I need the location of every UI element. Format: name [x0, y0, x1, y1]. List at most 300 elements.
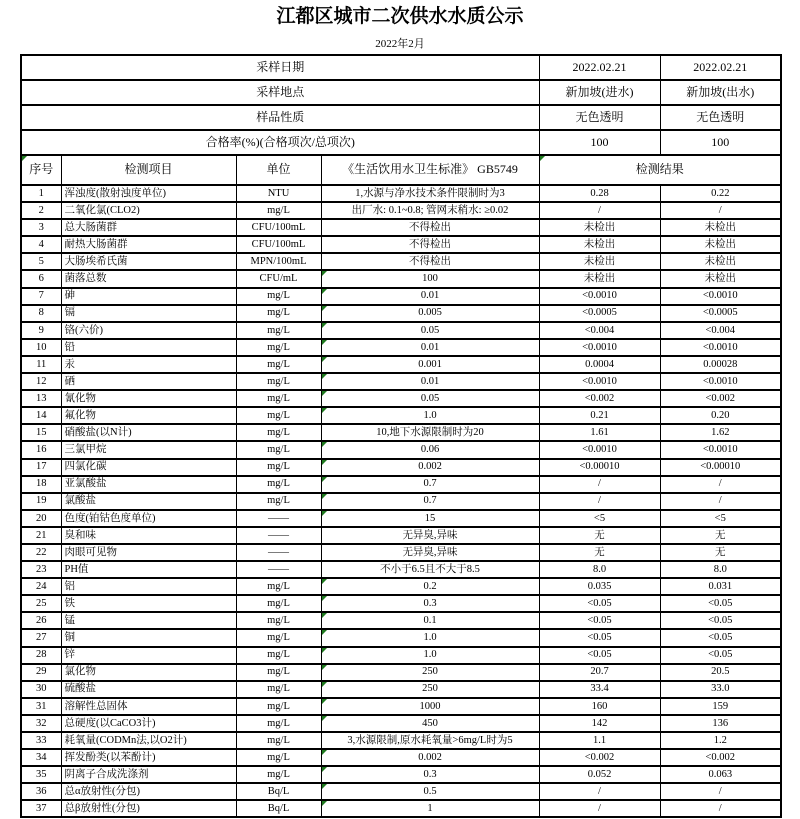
row-item-cell: 总β放射性(分包)	[61, 800, 236, 817]
info-row-value-2: 100	[660, 130, 781, 155]
row-no-cell: 13	[21, 390, 61, 407]
row-result2-cell: /	[660, 202, 781, 219]
info-row-value-1: 无色透明	[539, 105, 660, 130]
row-result1-cell: 0.035	[539, 578, 660, 595]
table-row	[21, 373, 781, 390]
row-no-cell: 22	[21, 544, 61, 561]
error-indicator-icon	[322, 630, 327, 635]
row-result1-cell: 未检出	[539, 236, 660, 253]
row-no-cell: 10	[21, 339, 61, 356]
row-result2-cell: <0.05	[660, 629, 781, 646]
row-item-cell: 汞	[61, 356, 236, 373]
row-no-cell: 3	[21, 219, 61, 236]
row-item-cell: 肉眼可见物	[61, 544, 236, 561]
row-result1-cell: /	[539, 202, 660, 219]
table-row	[21, 441, 781, 458]
table-row	[21, 595, 781, 612]
row-no-cell: 28	[21, 647, 61, 664]
error-indicator-icon	[22, 156, 27, 161]
row-no-cell: 35	[21, 766, 61, 783]
row-standard-cell: 0.7	[321, 476, 539, 493]
row-standard-cell: 0.2	[321, 578, 539, 595]
table-row	[21, 219, 781, 236]
table-row	[21, 236, 781, 253]
error-indicator-icon	[322, 340, 327, 345]
row-result2-cell: 20.5	[660, 664, 781, 681]
row-result2-cell: 0.22	[660, 185, 781, 202]
row-standard-cell: 0.3	[321, 595, 539, 612]
row-result1-cell: <0.0010	[539, 288, 660, 305]
row-result1-cell: <0.05	[539, 595, 660, 612]
row-standard-cell: 0.1	[321, 612, 539, 629]
row-item-cell: 耐热大肠菌群	[61, 236, 236, 253]
error-indicator-icon	[322, 716, 327, 721]
row-result1-cell: 0.052	[539, 766, 660, 783]
row-unit-cell: mg/L	[236, 647, 321, 664]
row-no-cell: 27	[21, 629, 61, 646]
table-row	[21, 424, 781, 441]
col-header-no	[21, 155, 61, 185]
row-unit-cell: NTU	[236, 185, 321, 202]
row-no-cell: 17	[21, 459, 61, 476]
row-item-cell: 铬(六价)	[61, 322, 236, 339]
row-standard-cell: 不小于6.5且不大于8.5	[321, 561, 539, 578]
row-unit-cell: mg/L	[236, 698, 321, 715]
row-standard-cell: 0.3	[321, 766, 539, 783]
row-standard-cell: 3,水源限制,原水耗氧量>6mg/L时为5	[321, 732, 539, 749]
table-row	[21, 339, 781, 356]
row-item-cell: 铜	[61, 629, 236, 646]
row-unit-cell: Bq/L	[236, 800, 321, 817]
row-item-cell: 挥发酚类(以苯酚计)	[61, 749, 236, 766]
row-no-cell: 6	[21, 270, 61, 287]
error-indicator-icon	[322, 391, 327, 396]
row-result2-cell: <0.05	[660, 647, 781, 664]
error-indicator-icon	[322, 613, 327, 618]
row-result1-cell: /	[539, 493, 660, 510]
row-unit-cell: mg/L	[236, 595, 321, 612]
table-row	[21, 698, 781, 715]
table-row	[21, 202, 781, 219]
row-item-cell: 总大肠菌群	[61, 219, 236, 236]
row-item-cell: 臭和味	[61, 527, 236, 544]
info-row-label: 采样地点	[21, 80, 539, 105]
row-unit-cell: mg/L	[236, 732, 321, 749]
row-standard-cell: 100	[321, 270, 539, 287]
row-no-cell: 12	[21, 373, 61, 390]
row-unit-cell: mg/L	[236, 766, 321, 783]
table-row	[21, 390, 781, 407]
row-result2-cell: <0.05	[660, 612, 781, 629]
row-item-cell: 菌落总数	[61, 270, 236, 287]
table-row	[21, 510, 781, 527]
row-no-cell: 23	[21, 561, 61, 578]
row-no-cell: 20	[21, 510, 61, 527]
row-result2-cell: /	[660, 476, 781, 493]
row-result1-cell: <5	[539, 510, 660, 527]
row-item-cell: 氯化物	[61, 664, 236, 681]
row-unit-cell: mg/L	[236, 715, 321, 732]
page-subtitle: 2022年2月	[375, 38, 425, 50]
row-unit-cell: ——	[236, 510, 321, 527]
table-row	[21, 305, 781, 322]
row-result1-cell: <0.0010	[539, 373, 660, 390]
row-result1-cell: 无	[539, 527, 660, 544]
info-row-label: 采样日期	[21, 55, 539, 80]
row-item-cell: 铁	[61, 595, 236, 612]
row-standard-cell: 0.05	[321, 390, 539, 407]
row-unit-cell: mg/L	[236, 305, 321, 322]
row-result2-cell: 33.0	[660, 681, 781, 698]
table-row	[21, 407, 781, 424]
info-row	[21, 130, 781, 155]
column-header-row	[21, 155, 781, 185]
error-indicator-icon	[322, 271, 327, 276]
row-unit-cell: mg/L	[236, 373, 321, 390]
row-standard-cell: 0.002	[321, 459, 539, 476]
row-result2-cell: <0.002	[660, 390, 781, 407]
row-result1-cell: 33.4	[539, 681, 660, 698]
row-result1-cell: 未检出	[539, 270, 660, 287]
row-item-cell: 硒	[61, 373, 236, 390]
row-standard-cell: 1.0	[321, 647, 539, 664]
row-item-cell: 色度(铂钴色度单位)	[61, 510, 236, 527]
info-row	[21, 80, 781, 105]
table-row	[21, 561, 781, 578]
row-standard-cell: 不得检出	[321, 253, 539, 270]
row-standard-cell: 250	[321, 664, 539, 681]
row-result2-cell: 8.0	[660, 561, 781, 578]
row-result1-cell: 160	[539, 698, 660, 715]
row-unit-cell: mg/L	[236, 390, 321, 407]
row-standard-cell: 0.5	[321, 783, 539, 800]
row-result1-cell: <0.00010	[539, 459, 660, 476]
info-row-value-1: 新加坡(进水)	[539, 80, 660, 105]
row-result2-cell: 未检出	[660, 270, 781, 287]
row-result2-cell: <0.0010	[660, 339, 781, 356]
row-no-cell: 9	[21, 322, 61, 339]
table-row	[21, 783, 781, 800]
row-item-cell: 大肠埃希氏菌	[61, 253, 236, 270]
row-result2-cell: /	[660, 783, 781, 800]
row-result2-cell: 1.2	[660, 732, 781, 749]
row-unit-cell: mg/L	[236, 339, 321, 356]
row-unit-cell: mg/L	[236, 629, 321, 646]
table-row	[21, 732, 781, 749]
row-result1-cell: 无	[539, 544, 660, 561]
error-indicator-icon	[322, 579, 327, 584]
row-item-cell: 亚氯酸盐	[61, 476, 236, 493]
info-row	[21, 55, 781, 80]
row-no-cell: 11	[21, 356, 61, 373]
row-unit-cell: mg/L	[236, 612, 321, 629]
row-result2-cell: <5	[660, 510, 781, 527]
row-item-cell: 三氯甲烷	[61, 441, 236, 458]
table-row	[21, 800, 781, 817]
table-row	[21, 544, 781, 561]
row-item-cell: 四氯化碳	[61, 459, 236, 476]
table-row	[21, 288, 781, 305]
error-indicator-icon	[322, 323, 327, 328]
row-standard-cell: 0.005	[321, 305, 539, 322]
error-indicator-icon	[322, 289, 327, 294]
table-row	[21, 356, 781, 373]
error-indicator-icon	[322, 648, 327, 653]
error-indicator-icon	[322, 306, 327, 311]
row-result2-cell: <0.05	[660, 595, 781, 612]
row-unit-cell: mg/L	[236, 681, 321, 698]
row-unit-cell: mg/L	[236, 288, 321, 305]
row-unit-cell: mg/L	[236, 407, 321, 424]
row-item-cell: 铝	[61, 578, 236, 595]
row-result2-cell: <0.002	[660, 749, 781, 766]
row-no-cell: 37	[21, 800, 61, 817]
row-result1-cell: 142	[539, 715, 660, 732]
error-indicator-icon	[322, 682, 327, 687]
row-result1-cell: <0.002	[539, 390, 660, 407]
row-unit-cell: CFU/100mL	[236, 219, 321, 236]
row-result2-cell: /	[660, 800, 781, 817]
row-no-cell: 16	[21, 441, 61, 458]
row-unit-cell: mg/L	[236, 202, 321, 219]
col-header-result-label: 检测结果	[635, 162, 684, 177]
row-standard-cell: 出厂水: 0.1~0.8; 管网末稍水: ≥0.02	[321, 202, 539, 219]
row-result2-cell: /	[660, 493, 781, 510]
error-indicator-icon	[322, 477, 327, 482]
row-unit-cell: ——	[236, 561, 321, 578]
row-item-cell: 锌	[61, 647, 236, 664]
row-result2-cell: 0.063	[660, 766, 781, 783]
row-result1-cell: <0.004	[539, 322, 660, 339]
row-unit-cell: mg/L	[236, 664, 321, 681]
row-no-cell: 30	[21, 681, 61, 698]
error-indicator-icon	[322, 665, 327, 670]
row-standard-cell: 15	[321, 510, 539, 527]
row-result1-cell: /	[539, 800, 660, 817]
row-unit-cell: CFU/mL	[236, 270, 321, 287]
row-result2-cell: 0.00028	[660, 356, 781, 373]
row-standard-cell: 10,地下水源限制时为20	[321, 424, 539, 441]
row-item-cell: 二氧化氯(CLO2)	[61, 202, 236, 219]
col-header-unit: 单位	[236, 155, 321, 185]
row-result1-cell: /	[539, 476, 660, 493]
row-result2-cell: 159	[660, 698, 781, 715]
row-result1-cell: <0.0010	[539, 441, 660, 458]
row-item-cell: 氰化物	[61, 390, 236, 407]
row-no-cell: 34	[21, 749, 61, 766]
row-no-cell: 31	[21, 698, 61, 715]
error-indicator-icon	[322, 596, 327, 601]
error-indicator-icon	[322, 511, 327, 516]
row-item-cell: 阴离子合成洗涤剂	[61, 766, 236, 783]
row-standard-cell: 0.01	[321, 373, 539, 390]
error-indicator-icon	[322, 784, 327, 789]
row-standard-cell: 0.06	[321, 441, 539, 458]
row-standard-cell: 1,水源与净水技术条件限制时为3	[321, 185, 539, 202]
row-standard-cell: 1.0	[321, 629, 539, 646]
page-title: 江都区城市二次供水水质公示	[276, 6, 524, 27]
col-header-result	[539, 155, 781, 185]
row-item-cell: 砷	[61, 288, 236, 305]
row-unit-cell: mg/L	[236, 356, 321, 373]
row-no-cell: 21	[21, 527, 61, 544]
row-no-cell: 5	[21, 253, 61, 270]
row-no-cell: 19	[21, 493, 61, 510]
row-result1-cell: 1.61	[539, 424, 660, 441]
row-result2-cell: 未检出	[660, 253, 781, 270]
row-result2-cell: 0.031	[660, 578, 781, 595]
row-standard-cell: 0.01	[321, 339, 539, 356]
table-row	[21, 185, 781, 202]
row-result1-cell: <0.05	[539, 629, 660, 646]
info-row-value-2: 新加坡(出水)	[660, 80, 781, 105]
row-unit-cell: mg/L	[236, 578, 321, 595]
col-header-item: 检测项目	[61, 155, 236, 185]
error-indicator-icon	[322, 767, 327, 772]
row-result1-cell: 未检出	[539, 253, 660, 270]
row-result1-cell: 0.21	[539, 407, 660, 424]
row-no-cell: 33	[21, 732, 61, 749]
row-result2-cell: 136	[660, 715, 781, 732]
water-quality-table	[20, 54, 782, 818]
row-result2-cell: <0.0010	[660, 288, 781, 305]
row-unit-cell: MPN/100mL	[236, 253, 321, 270]
col-header-standard: 《生活饮用水卫生标准》 GB5749	[321, 155, 539, 185]
row-result1-cell: 1.1	[539, 732, 660, 749]
row-item-cell: 锰	[61, 612, 236, 629]
row-item-cell: 总硬度(以CaCO3计)	[61, 715, 236, 732]
row-standard-cell: 450	[321, 715, 539, 732]
row-result1-cell: <0.0010	[539, 339, 660, 356]
row-no-cell: 4	[21, 236, 61, 253]
row-standard-cell: 无异臭,异味	[321, 544, 539, 561]
table-row	[21, 715, 781, 732]
row-standard-cell: 1	[321, 800, 539, 817]
error-indicator-icon	[322, 408, 327, 413]
table-row	[21, 493, 781, 510]
row-result2-cell: 无	[660, 527, 781, 544]
error-indicator-icon	[322, 357, 327, 362]
row-result1-cell: <0.0005	[539, 305, 660, 322]
row-no-cell: 36	[21, 783, 61, 800]
table-row	[21, 766, 781, 783]
row-no-cell: 2	[21, 202, 61, 219]
row-standard-cell: 250	[321, 681, 539, 698]
row-unit-cell: mg/L	[236, 424, 321, 441]
row-result1-cell: 未检出	[539, 219, 660, 236]
info-row-value-2: 2022.02.21	[660, 55, 781, 80]
error-indicator-icon	[322, 750, 327, 755]
row-result1-cell: 20.7	[539, 664, 660, 681]
row-unit-cell: mg/L	[236, 459, 321, 476]
row-unit-cell: Bq/L	[236, 783, 321, 800]
row-standard-cell: 0.002	[321, 749, 539, 766]
table-row	[21, 270, 781, 287]
row-standard-cell: 不得检出	[321, 219, 539, 236]
row-standard-cell: 0.05	[321, 322, 539, 339]
row-item-cell: 镉	[61, 305, 236, 322]
row-unit-cell: mg/L	[236, 476, 321, 493]
row-result2-cell: <0.0005	[660, 305, 781, 322]
row-result2-cell: <0.00010	[660, 459, 781, 476]
error-indicator-icon	[322, 460, 327, 465]
row-item-cell: PH值	[61, 561, 236, 578]
row-result2-cell: 0.20	[660, 407, 781, 424]
row-no-cell: 7	[21, 288, 61, 305]
row-result1-cell: 8.0	[539, 561, 660, 578]
row-result1-cell: <0.05	[539, 647, 660, 664]
error-indicator-icon	[322, 494, 327, 499]
row-item-cell: 铅	[61, 339, 236, 356]
info-row-label: 合格率(%)(合格项次/总项次)	[21, 130, 539, 155]
table-row	[21, 578, 781, 595]
row-no-cell: 26	[21, 612, 61, 629]
error-indicator-icon	[322, 699, 327, 704]
table-row	[21, 322, 781, 339]
error-indicator-icon	[322, 801, 327, 806]
row-result2-cell: <0.004	[660, 322, 781, 339]
row-item-cell: 氯酸盐	[61, 493, 236, 510]
error-indicator-icon	[540, 156, 545, 161]
row-unit-cell: mg/L	[236, 441, 321, 458]
info-row-label: 样品性质	[21, 105, 539, 130]
row-unit-cell: CFU/100mL	[236, 236, 321, 253]
col-header-no-label: 序号	[29, 162, 54, 177]
row-result2-cell: 无	[660, 544, 781, 561]
row-result2-cell: 未检出	[660, 219, 781, 236]
row-result2-cell: 未检出	[660, 236, 781, 253]
row-item-cell: 总α放射性(分包)	[61, 783, 236, 800]
info-row-value-1: 100	[539, 130, 660, 155]
row-standard-cell: 0.7	[321, 493, 539, 510]
row-standard-cell: 0.001	[321, 356, 539, 373]
table-row	[21, 476, 781, 493]
row-no-cell: 15	[21, 424, 61, 441]
table-row	[21, 749, 781, 766]
row-no-cell: 24	[21, 578, 61, 595]
table-row	[21, 253, 781, 270]
row-item-cell: 浑浊度(散射浊度单位)	[61, 185, 236, 202]
table-row	[21, 647, 781, 664]
info-row	[21, 105, 781, 130]
table-row	[21, 664, 781, 681]
row-result1-cell: 0.28	[539, 185, 660, 202]
row-standard-cell: 不得检出	[321, 236, 539, 253]
row-result1-cell: /	[539, 783, 660, 800]
row-no-cell: 18	[21, 476, 61, 493]
row-no-cell: 14	[21, 407, 61, 424]
row-item-cell: 硫酸盐	[61, 681, 236, 698]
table-row	[21, 681, 781, 698]
row-standard-cell: 无异臭,异味	[321, 527, 539, 544]
row-no-cell: 8	[21, 305, 61, 322]
row-no-cell: 32	[21, 715, 61, 732]
row-unit-cell: mg/L	[236, 749, 321, 766]
row-unit-cell: mg/L	[236, 493, 321, 510]
row-item-cell: 溶解性总固体	[61, 698, 236, 715]
info-row-value-1: 2022.02.21	[539, 55, 660, 80]
table-row	[21, 629, 781, 646]
table-row	[21, 612, 781, 629]
row-result2-cell: 1.62	[660, 424, 781, 441]
row-no-cell: 1	[21, 185, 61, 202]
row-unit-cell: ——	[236, 544, 321, 561]
row-item-cell: 氟化物	[61, 407, 236, 424]
row-result1-cell: <0.05	[539, 612, 660, 629]
row-standard-cell: 1000	[321, 698, 539, 715]
row-result1-cell: 0.0004	[539, 356, 660, 373]
row-no-cell: 25	[21, 595, 61, 612]
